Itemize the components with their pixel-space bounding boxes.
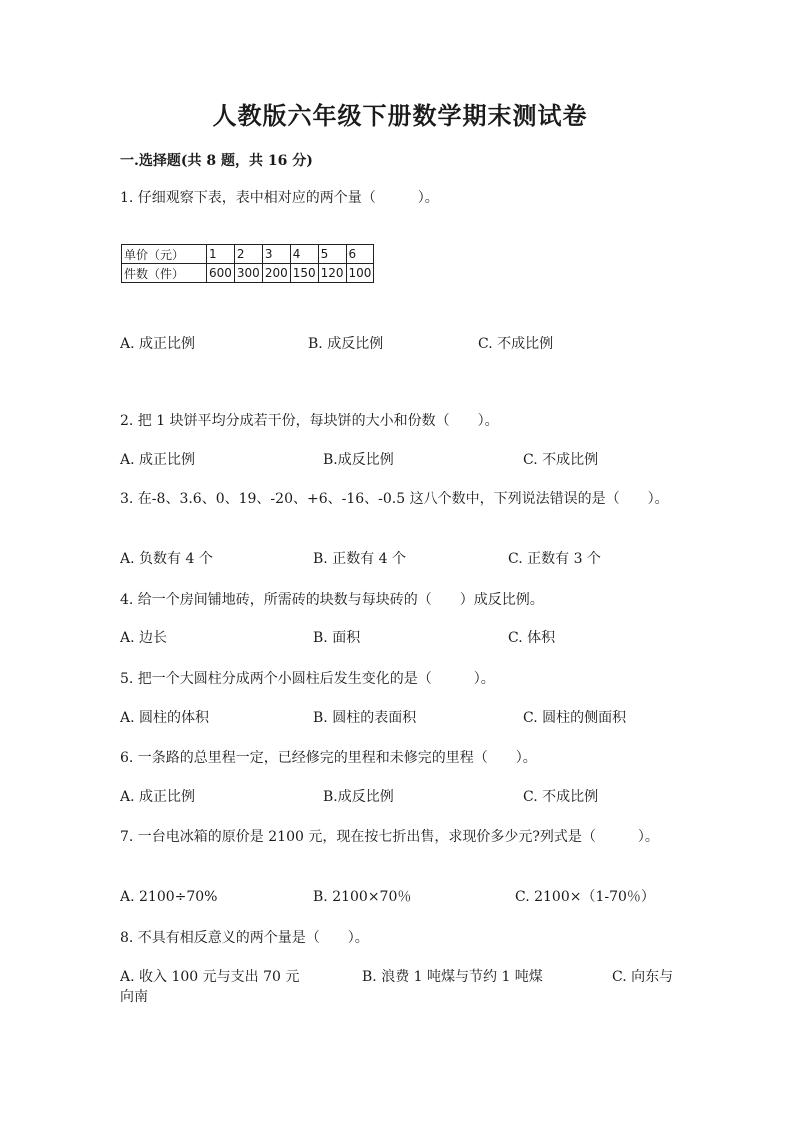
price-quantity-table [121, 244, 374, 283]
q2-option-b: B.成反比例 [323, 452, 394, 468]
q1-option-c: C. 不成比例 [478, 336, 554, 352]
q3-option-b: B. 正数有 4 个 [313, 551, 406, 567]
q7-option-c: C. 2100×（1-70％） [515, 889, 655, 905]
table-cell: 600 [207, 264, 235, 283]
q4-option-c: C. 体积 [508, 630, 556, 646]
table-cell: 件数（件） [122, 264, 207, 283]
q6-option-c: C. 不成比例 [523, 789, 599, 805]
table-cell: 300 [234, 264, 262, 283]
question-3: 3. 在-8、3.6、0、19、-20、+6、-16、-0.5 这八个数中，下列说法错误的是（ ）。 [120, 491, 669, 507]
exam-title: 人教版六年级下册数学期末测试卷 [212, 101, 588, 130]
table-cell: 150 [290, 264, 318, 283]
table-row [122, 264, 374, 283]
question-6: 6. 一条路的总里程一定，已经修完的里程和未修完的里程（ ）。 [120, 750, 537, 766]
question-4: 4. 给一个房间铺地砖，所需砖的块数与每块砖的（ ）成反比例。 [120, 592, 544, 608]
q2-option-a: A. 成正比例 [120, 452, 196, 468]
question-5: 5. 把一个大圆柱分成两个小圆柱后发生变化的是（ ）。 [120, 671, 495, 687]
q4-option-a: A. 边长 [120, 630, 168, 646]
q5-option-a: A. 圆柱的体积 [120, 710, 210, 726]
table-cell: 3 [262, 245, 290, 264]
q8-option-c: C. 向东与向南 [120, 969, 674, 1005]
q8-option-a: A. 收入 100 元与支出 70 元 [120, 969, 300, 985]
question-2: 2. 把 1 块饼平均分成若干份，每块饼的大小和份数（ ）。 [120, 413, 499, 429]
q3-option-c: C. 正数有 3 个 [508, 551, 601, 567]
question-1: 1. 仔细观察下表，表中相对应的两个量（ ）。 [120, 190, 439, 206]
q7-option-b: B. 2100×70％ [313, 889, 412, 905]
q1-option-b: B. 成反比例 [308, 336, 384, 352]
table-cell: 2 [234, 245, 262, 264]
q2-option-c: C. 不成比例 [523, 452, 599, 468]
q4-option-b: B. 面积 [313, 630, 361, 646]
table-cell: 120 [318, 264, 346, 283]
q5-option-c: C. 圆柱的侧面积 [523, 710, 627, 726]
q6-option-a: A. 成正比例 [120, 789, 196, 805]
question-8: 8. 不具有相反意义的两个量是（ ）。 [120, 930, 369, 946]
table-cell: 200 [262, 264, 290, 283]
section-heading: 一.选择题(共 8 题，共 16 分) [120, 153, 313, 169]
question-7: 7. 一台电冰箱的原价是 2100 元，现在按七折出售，求现价多少元?列式是（ ）。 [120, 829, 659, 845]
table-cell: 单价（元） [122, 245, 207, 264]
table-cell: 1 [207, 245, 235, 264]
q3-option-a: A. 负数有 4 个 [120, 551, 213, 567]
q8-option-b: B. 浪费 1 吨煤与节约 1 吨煤 [362, 969, 543, 985]
table-row [122, 245, 374, 264]
q6-option-b: B.成反比例 [323, 789, 394, 805]
table-cell: 6 [346, 245, 374, 264]
q5-option-b: B. 圆柱的表面积 [313, 710, 417, 726]
q7-option-a: A. 2100÷70% [120, 889, 218, 905]
table-cell: 100 [346, 264, 374, 283]
table-cell: 4 [290, 245, 318, 264]
q1-option-a: A. 成正比例 [120, 336, 196, 352]
table-cell: 5 [318, 245, 346, 264]
